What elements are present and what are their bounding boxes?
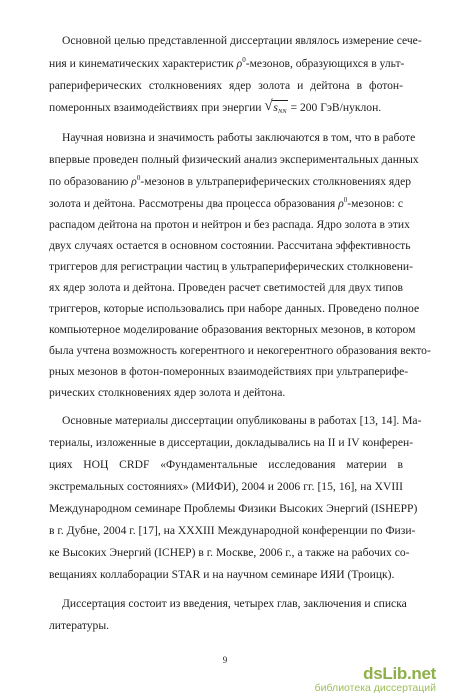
sqrt-formula	[264, 98, 287, 115]
text-line: в г. Дубне, 2004 г. [17], на XXXIII Международной конференции по Физи-	[49, 524, 416, 537]
rho-symbol: ρ	[131, 175, 137, 188]
text-span: = 200 ГэВ/нуклон.	[290, 101, 382, 114]
superscript: 0	[242, 56, 246, 64]
radical-icon: √	[264, 98, 273, 114]
watermark-logo[interactable]: dsLib.net	[363, 664, 436, 683]
text-span: -мезонов: с	[347, 197, 403, 210]
text-line: териалы, изложенные в диссертации, докладывались на II и IV конферен-	[49, 436, 414, 449]
text-line	[49, 57, 403, 71]
rho-symbol: ρ	[236, 57, 243, 70]
text-line: вещаниях коллаборации STAR и на научном семинаре ИЯИ (Троицк).	[49, 568, 395, 581]
text-span: золота и дейтона. Рассмотрены два процесса образования	[49, 197, 336, 210]
text-line: Международном семинаре Проблемы Физики Высоких Энергий (ISHEPP)	[49, 502, 418, 515]
superscript: 0	[343, 196, 348, 204]
text-line: Диссертация состоит из введения, четырех глав, заключения и списка	[62, 597, 407, 610]
rho-symbol: ρ	[338, 197, 344, 210]
text-line: двух случаях остается в основном состоянии. Рассчитана эффективность	[49, 239, 411, 252]
text-span: по образованию	[49, 175, 129, 188]
text-line	[49, 197, 403, 211]
text-span: -мезонов в ультрапериферических столкновениях ядер	[140, 175, 412, 188]
text-span: ния и кинематических характеристик	[49, 57, 234, 70]
text-line: распадом дейтона на протон и нейтрон и без распада. Ядро золота в этих	[49, 218, 410, 231]
superscript: 0	[136, 174, 141, 182]
text-line: циях НОЦ CRDF «Фундаментальные исследования материи в	[49, 458, 403, 471]
text-span: -мезонов, образующихся в ульт-	[245, 57, 405, 70]
text-line: была учтена возможность когерентного и некогерентного образования векто-	[49, 344, 431, 357]
text-line: триггеров, которые использовались при наборе данных. Проведено полное	[49, 302, 420, 315]
text-line: компьютерное моделирование образования векторных мезонов, в котором	[49, 323, 416, 336]
text-line: ке Высоких Энергий (ICHEP) в г. Москве, 2006 г., а также на рабочих со-	[49, 546, 410, 559]
watermark[interactable]	[315, 666, 436, 694]
text-span: померонных взаимодействиях при энергии	[49, 101, 262, 114]
subscript: NN	[277, 108, 287, 115]
text-line: Основной целью представленной диссертации являлось измерение сече-	[62, 34, 422, 47]
watermark-subtitle: библиотека диссертаций	[314, 682, 436, 694]
text-line	[49, 98, 403, 115]
text-line: рапериферических столкновениях ядер золота и дейтона в фотон-	[49, 79, 403, 92]
text-line: Научная новизна и значимость работы заключаются в том, что в работе	[62, 131, 416, 144]
text-line: впервые проведен полный физический анализ экспериментальных данных	[49, 153, 419, 166]
formula-s: s	[273, 101, 278, 114]
text-line: рических столкновениях ядер золота и дейтона.	[49, 386, 286, 399]
text-line: экстремальных состояниях» (МИФИ), 2004 и 2006 гг. [15, 16], на XVIII	[49, 480, 403, 493]
text-line: Основные материалы диссертации опубликованы в работах [13, 14]. Ма-	[62, 414, 422, 427]
text-line: ях ядер золота и дейтона. Проведен расчет светимостей для двух типов	[49, 281, 403, 294]
page-number: 9	[222, 655, 228, 665]
text-line: триггеров для регистрации частиц в ультрапериферических столкновени-	[49, 260, 413, 273]
text-line: литературы.	[49, 619, 110, 632]
text-line	[49, 174, 412, 189]
text-line: рных мезонов в фотон-померонных взаимодействиях при ультраперифе-	[49, 365, 409, 378]
